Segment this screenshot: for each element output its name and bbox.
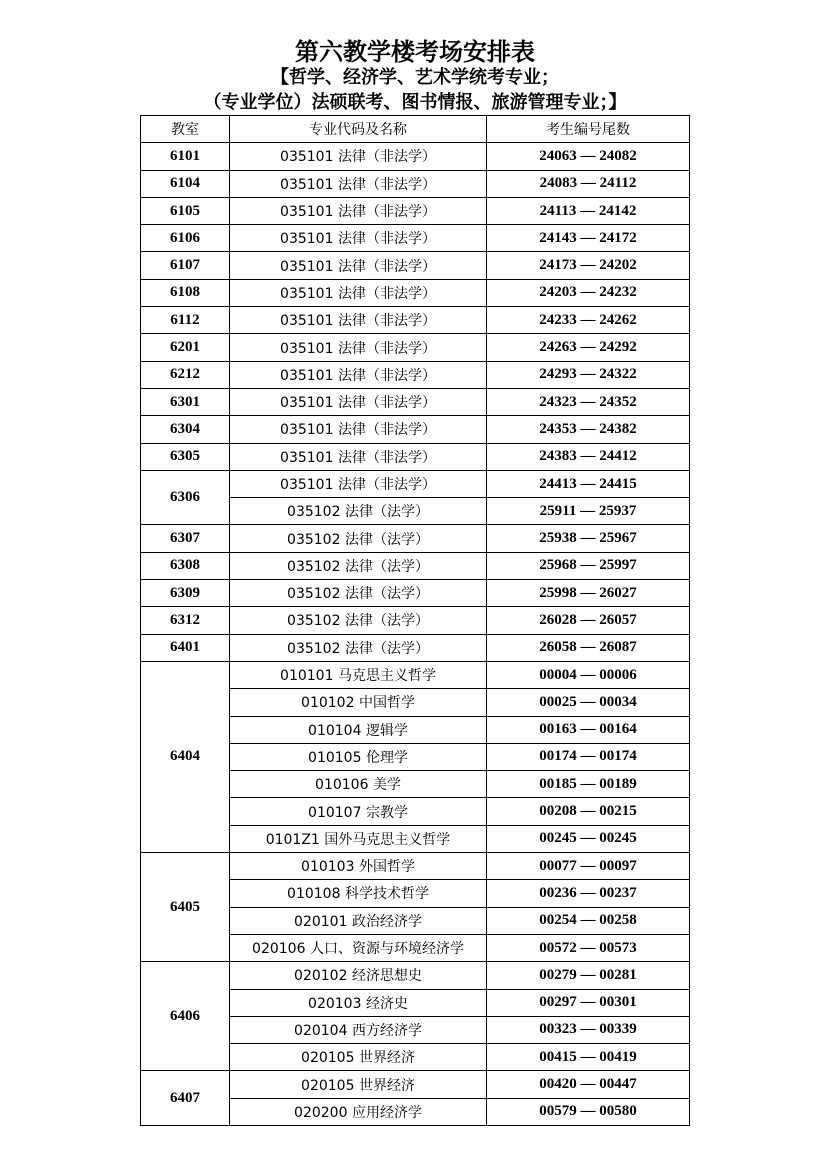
table-row [141,580,690,607]
major-cell: 020103 经济史 [230,989,487,1016]
major-cell: 035101 法律（非法学） [230,388,487,415]
range-cell: 25911 — 25937 [487,498,690,525]
subtitle-line-1: 【哲学、经济学、艺术学统考专业； [271,67,559,88]
room-cell: 6305 [141,443,230,470]
room-cell: 6312 [141,607,230,634]
range-cell: 00174 — 00174 [487,743,690,770]
table-row [141,307,690,334]
range-cell: 00025 — 00034 [487,689,690,716]
table-row [141,334,690,361]
major-cell: 035102 法律（法学） [230,580,487,607]
major-cell: 035101 法律（非法学） [230,197,487,224]
room-cell: 6108 [141,279,230,306]
range-cell: 24113 — 24142 [487,197,690,224]
room-cell: 6105 [141,197,230,224]
room-cell: 6307 [141,525,230,552]
major-cell: 010104 逻辑学 [230,716,487,743]
major-cell: 035101 法律（非法学） [230,470,487,497]
major-cell: 035101 法律（非法学） [230,361,487,388]
table-row [141,552,690,579]
major-cell: 035102 法律（法学） [230,525,487,552]
major-cell: 020106 人口、资源与环境经济学 [230,934,487,961]
range-cell: 24233 — 24262 [487,307,690,334]
major-cell: 035102 法律（法学） [230,498,487,525]
room-cell: 6407 [141,1071,230,1126]
room-cell: 6301 [141,388,230,415]
major-cell: 035102 法律（法学） [230,634,487,661]
table-row [141,197,690,224]
major-cell: 035101 法律（非法学） [230,252,487,279]
range-cell: 00004 — 00006 [487,661,690,688]
major-cell: 0101Z1 国外马克思主义哲学 [230,825,487,852]
room-cell: 6106 [141,225,230,252]
table-row [141,388,690,415]
range-cell: 00245 — 00245 [487,825,690,852]
table-row [141,225,690,252]
range-cell: 24063 — 24082 [487,143,690,170]
major-cell: 010105 伦理学 [230,743,487,770]
major-cell: 035101 法律（非法学） [230,334,487,361]
major-cell: 035101 法律（非法学） [230,170,487,197]
range-cell: 00185 — 00189 [487,771,690,798]
range-cell: 00323 — 00339 [487,1016,690,1043]
room-cell: 6404 [141,661,230,852]
room-cell: 6212 [141,361,230,388]
major-cell: 010108 科学技术哲学 [230,880,487,907]
range-cell: 24263 — 24292 [487,334,690,361]
table-row [141,661,690,688]
header-room: 教室 [141,116,230,143]
major-cell: 020102 经济思想史 [230,962,487,989]
major-cell: 020101 政治经济学 [230,907,487,934]
room-cell: 6401 [141,634,230,661]
page-title: 第六教学楼考场安排表 [295,38,535,66]
major-cell: 010103 外国哲学 [230,853,487,880]
major-cell: 020105 世界经济 [230,1071,487,1098]
table-row [141,170,690,197]
header-range: 考生编号尾数 [487,116,690,143]
table-row [141,634,690,661]
room-cell: 6309 [141,580,230,607]
table-row [141,853,690,880]
major-cell: 035101 法律（非法学） [230,443,487,470]
range-cell: 24293 — 24322 [487,361,690,388]
range-cell: 24143 — 24172 [487,225,690,252]
range-cell: 00208 — 00215 [487,798,690,825]
range-cell: 00077 — 00097 [487,853,690,880]
range-cell: 25998 — 26027 [487,580,690,607]
major-cell: 010101 马克思主义哲学 [230,661,487,688]
table-row [141,1071,690,1098]
room-cell: 6306 [141,470,230,525]
range-cell: 25968 — 25997 [487,552,690,579]
range-cell: 24173 — 24202 [487,252,690,279]
table-row [141,279,690,306]
table-row [141,607,690,634]
room-cell: 6104 [141,170,230,197]
range-cell: 00163 — 00164 [487,716,690,743]
range-cell: 24083 — 24112 [487,170,690,197]
room-cell: 6304 [141,416,230,443]
major-cell: 010107 宗教学 [230,798,487,825]
major-cell: 035101 法律（非法学） [230,143,487,170]
range-cell: 24353 — 24382 [487,416,690,443]
range-cell: 00415 — 00419 [487,1044,690,1071]
header-major: 专业代码及名称 [230,116,487,143]
major-cell: 035101 法律（非法学） [230,307,487,334]
major-cell: 035102 法律（法学） [230,607,487,634]
major-cell: 035102 法律（法学） [230,552,487,579]
room-cell: 6405 [141,853,230,962]
range-cell: 24203 — 24232 [487,279,690,306]
range-cell: 24413 — 24415 [487,470,690,497]
table-row [141,470,690,497]
major-cell: 035101 法律（非法学） [230,279,487,306]
room-cell: 6308 [141,552,230,579]
range-cell: 00420 — 00447 [487,1071,690,1098]
range-cell: 00279 — 00281 [487,962,690,989]
room-cell: 6406 [141,962,230,1071]
range-cell: 25938 — 25967 [487,525,690,552]
major-cell: 035101 法律（非法学） [230,416,487,443]
major-cell: 020105 世界经济 [230,1044,487,1071]
table-row [141,962,690,989]
table-header-row [141,116,690,143]
range-cell: 00579 — 00580 [487,1098,690,1125]
table-row [141,416,690,443]
major-cell: 020200 应用经济学 [230,1098,487,1125]
range-cell: 00254 — 00258 [487,907,690,934]
range-cell: 24383 — 24412 [487,443,690,470]
room-cell: 6101 [141,143,230,170]
range-cell: 24323 — 24352 [487,388,690,415]
major-cell: 010102 中国哲学 [230,689,487,716]
range-cell: 00572 — 00573 [487,934,690,961]
table-row [141,143,690,170]
major-cell: 010106 美学 [230,771,487,798]
major-cell: 020104 西方经济学 [230,1016,487,1043]
range-cell: 00297 — 00301 [487,989,690,1016]
major-cell: 035101 法律（非法学） [230,225,487,252]
table-row [141,443,690,470]
table-row [141,525,690,552]
room-cell: 6201 [141,334,230,361]
range-cell: 00236 — 00237 [487,880,690,907]
table-row [141,252,690,279]
subtitle-line-2: （专业学位）法硕联考、图书情报、旅游管理专业；】 [203,92,627,113]
exam-room-table [140,115,690,1126]
table-body [141,143,690,1126]
room-cell: 6107 [141,252,230,279]
table-row [141,361,690,388]
room-cell: 6112 [141,307,230,334]
range-cell: 26058 — 26087 [487,634,690,661]
range-cell: 26028 — 26057 [487,607,690,634]
